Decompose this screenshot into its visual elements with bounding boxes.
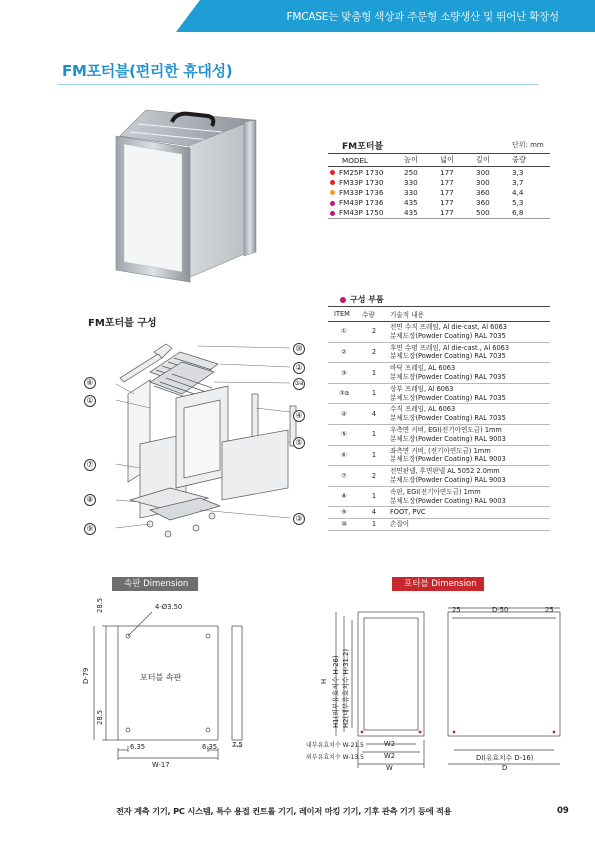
parts-item-cell: ② [328,342,360,363]
parts-item-cell: ① [328,322,360,343]
spec-depth-cell: 360 [476,198,490,208]
page-title: FM포터블(편리한 휴대성) [62,62,233,80]
spec-model-cell: FM33P 1730 [328,177,402,187]
h1-label: H1(외부유효치수 H-26) [332,655,340,728]
side-left-label: 25 [452,606,461,614]
parts-row [328,404,550,425]
spec-weight-cell: 3,3 [512,167,524,177]
spec-model-cell: FM25P 1730 [328,167,402,178]
parts-desc-cell: 좌측면 커버, (전기아연도금) 1mm 분체도장(Powder Coating) RAL 9003 [388,445,550,466]
spec-depth-cell: 500 [474,208,510,219]
parts-row [328,486,550,507]
parts-qty-cell: 1 [360,519,388,531]
w2b-label: W2 [384,752,396,760]
h2-label: H2(내부유효치수 H-31.2) [342,649,350,728]
parts-qty-cell: 1 [360,486,388,507]
spec-model-cell: FM33P 1736 [328,187,402,197]
h-label: H [320,678,328,684]
title-divider [58,84,538,85]
spec-height-cell: 330 [404,177,418,187]
spec-weight-cell: 6,8 [510,208,550,219]
dim-thickness-label: 7.5 [232,741,243,749]
parts-desc-cell: 수직 프레임, AL 6063 분체도장(Powder Coating) RAL 7035 [388,404,550,425]
inner-plate-tab: 속판 Dimension [112,577,198,591]
callout-2: ② [293,362,305,374]
d-label: D [502,764,508,772]
spec-weight-cell: 4,4 [512,187,524,197]
parts-desc-cell: 손잡이 [388,519,550,531]
col-height: 높이 [402,154,438,167]
dim-width-label: W-17 [152,761,170,769]
parts-desc-cell: 전면판넬, 후면판넬 AL 5052 2.0mm 분체도장(Powder Coating) RAL 9003 [388,466,550,487]
side-right-label: 25 [545,606,554,614]
footer-text: 전자 계측 기기, PC 시스템, 특수 용접 컨트롤 기기, 레이저 마킹 기기, 기후 관측 기기 등에 적용 [116,806,452,816]
spec-width-cell: 177 [440,198,454,208]
parts-desc-cell: 속판, EGI(전기아연도금) 1mm 분체도장(Powder Coating) RAL 9003 [388,486,550,507]
spec-width-cell: 177 [440,187,454,197]
composition-title: FM포터블 구성 [88,318,157,329]
callout-4: ④ [293,410,305,422]
spec-row [328,167,550,178]
w-label: W [386,764,393,772]
col-qty: 수량 [360,307,388,322]
col-item: ITEM [328,307,360,322]
dim-height-label: D-79 [82,667,90,684]
spec-unit: 단위: mm [512,141,544,149]
color-dot-icon [330,190,335,195]
spec-depth-cell: 300 [476,167,490,177]
dim-top-label: 28.5 [96,597,104,613]
spec-row [328,198,550,208]
spec-model-cell: FM43P 1750 [328,208,402,219]
parts-qty-cell: 4 [360,404,388,425]
parts-qty-cell: 1 [360,445,388,466]
spec-header-row [328,154,550,167]
spec-row [328,177,550,187]
parts-row [328,519,550,531]
parts-desc-cell: 우측면 커버, EGI(전기아연도금) 1mm 분체도장(Powder Coating) RAL 9003 [388,424,550,445]
inner-plate-label: 포터블 속판 [140,673,182,682]
spec-height-cell: 435 [404,198,418,208]
parts-qty-cell: 1 [360,424,388,445]
spec-width-cell: 177 [438,208,474,219]
parts-row [328,363,550,384]
col-model: MODEL [328,154,402,167]
parts-item-cell: ④ [328,404,360,425]
callout-3a: ③a [293,378,305,390]
spec-model-cell: FM43P 1736 [328,198,402,208]
spec-weight-cell: 5,3 [512,198,524,208]
parts-item-cell: ⑧ [328,486,360,507]
callout-10: ⑩ [293,343,305,355]
spec-depth-cell: 360 [476,187,490,197]
parts-desc-cell: 후면 수평 프레임, Al die-cast , Al 6063 분체도장(Powder Coating) RAL 7035 [388,342,550,363]
d1-label: DI(유효치수 D-16) [476,754,534,762]
w2a-label: W2 [384,740,396,748]
callout-6: ⑥ [84,377,96,389]
parts-qty-cell: 2 [360,322,388,343]
callout-9: ⑨ [84,523,96,535]
parts-item-cell: ⑨ [328,507,360,519]
spec-depth-cell: 300 [476,177,490,187]
col-desc: 기술적 내용 [388,307,550,322]
spec-width-cell: 177 [440,167,454,177]
inner-w-label: 내부유효치수 W-21.5 [306,742,364,749]
parts-item-cell: ⑤ [328,424,360,445]
parts-qty-cell: 2 [360,466,388,487]
bullet-icon [340,297,346,303]
parts-table [328,306,550,531]
side-mid-label: D-50 [492,606,509,614]
parts-item-cell: ③a [328,383,360,404]
portable-tab: 포터블 Dimension [392,577,484,591]
color-dot-icon [330,180,335,185]
parts-qty-cell: 1 [360,363,388,384]
parts-item-cell: ⑥ [328,445,360,466]
parts-heading-text: 구성 부품 [350,295,384,304]
parts-qty-cell: 2 [360,342,388,363]
parts-header-row [328,307,550,322]
parts-desc-cell: 상부 프레임, Al 6063 분체도장(Powder Coating) RAL 7035 [388,383,550,404]
parts-row [328,383,550,404]
parts-row [328,507,550,519]
spec-table [328,153,550,219]
callout-5: ⑤ [293,437,305,449]
spec-height-cell: 435 [402,208,438,219]
parts-item-cell: ⑩ [328,519,360,531]
spec-row [328,208,550,219]
color-dot-icon [330,201,335,206]
callout-3: ③ [293,513,305,525]
parts-row [328,445,550,466]
parts-qty-cell: 1 [360,383,388,404]
parts-heading [340,294,384,305]
dim-right-label: 6.35 [202,743,218,751]
parts-item-cell: ③ [328,363,360,384]
spec-width-cell: 177 [440,177,454,187]
parts-row [328,424,550,445]
exploded-view-diagram [110,338,315,552]
spec-height-cell: 250 [404,167,418,177]
color-dot-icon [330,211,335,216]
spec-row [328,187,550,197]
header-slant [0,0,200,32]
spec-weight-cell: 3,7 [512,177,524,187]
parts-row [328,466,550,487]
dim-left-label: 6.35 [130,743,146,751]
parts-desc-cell: 전면 수직 프레임, Al die-cast, Al 6063 분체도장(Powder Coating) RAL 7035 [388,322,550,343]
callout-1: ① [84,395,96,407]
col-weight: 중량 [510,154,550,167]
page-number: 09 [557,806,569,816]
col-depth: 깊이 [474,154,510,167]
product-photo [112,102,262,284]
holes-label: 4-Ø3.50 [155,603,183,611]
spec-height-cell: 330 [404,187,418,197]
spec-title: FM포터블 [342,142,384,152]
outer-w-label: 외부유효치수 W-13.5 [306,754,364,761]
callout-8: ⑧ [84,494,96,506]
color-dot-icon [330,170,335,175]
parts-item-cell: ⑦ [328,466,360,487]
parts-desc-cell: 바닥 프레임, AL 6063 분체도장(Powder Coating) RAL 7035 [388,363,550,384]
callout-7: ⑦ [84,459,96,471]
parts-row [328,322,550,343]
parts-desc-cell: FOOT, PVC [388,507,550,519]
col-width: 넓이 [438,154,474,167]
parts-qty-cell: 4 [360,507,388,519]
parts-row [328,342,550,363]
header-text: FMCASE는 맞춤형 색상과 주문형 소량생산 및 뛰어난 확장성 [286,11,559,23]
dim-bottom-label: 28.5 [96,709,104,725]
